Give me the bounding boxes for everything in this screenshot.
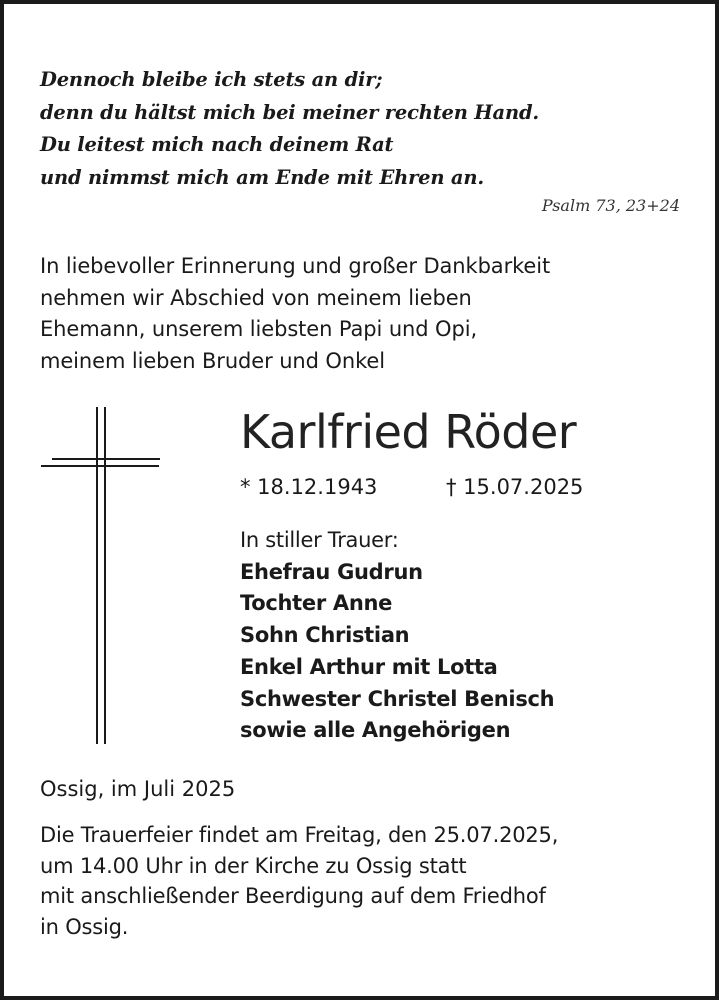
life-dates bbox=[240, 471, 583, 503]
verse-line: Dennoch bleibe ich stets an dir; bbox=[40, 68, 383, 91]
cross-horizontal-top bbox=[52, 458, 160, 460]
intro-line: In liebevoller Erinnerung und großer Dankbarkeit bbox=[40, 254, 551, 278]
mourner-name: Schwester Christel Benisch bbox=[240, 686, 555, 711]
bible-verse bbox=[40, 64, 680, 194]
place-date: Ossig, im Juli 2025 bbox=[40, 777, 236, 801]
birth-date: * 18.12.1943 bbox=[240, 475, 378, 499]
funeral-service-info bbox=[40, 820, 690, 942]
mourners-list bbox=[240, 525, 554, 747]
mourner-name: Tochter Anne bbox=[240, 591, 393, 616]
intro-text bbox=[40, 251, 690, 377]
mourner-name: Enkel Arthur mit Lotta bbox=[240, 654, 498, 679]
service-line: mit anschließender Beerdigung auf dem Friedhof bbox=[40, 884, 546, 908]
verse-line: Du leitest mich nach deinem Rat bbox=[40, 133, 394, 156]
verse-line: denn du hältst mich bei meiner rechten Hand. bbox=[40, 100, 539, 124]
cross-vertical-right bbox=[104, 407, 106, 744]
cross-icon bbox=[40, 407, 162, 747]
mourners-label: In stiller Trauer: bbox=[240, 528, 399, 552]
cross-horizontal-bottom bbox=[41, 465, 159, 467]
service-line: um 14.00 Uhr in der Kirche zu Ossig statt bbox=[40, 853, 467, 878]
verse-reference: Psalm 73, 23+24 bbox=[541, 196, 680, 215]
cross-vertical-left bbox=[96, 407, 98, 744]
mourner-name: Sohn Christian bbox=[240, 623, 410, 648]
intro-line: nehmen wir Abschied von meinem lieben bbox=[40, 285, 472, 310]
service-line: in Ossig. bbox=[40, 914, 129, 939]
deceased-name: Karlfried Röder bbox=[240, 405, 577, 459]
intro-line: Ehemann, unserem liebsten Papi und Opi, bbox=[40, 317, 478, 342]
service-line: Die Trauerfeier findet am Freitag, den 25.07.2025, bbox=[40, 823, 559, 847]
death-date: † 15.07.2025 bbox=[446, 475, 584, 499]
mourner-name: Ehefrau Gudrun bbox=[240, 559, 423, 584]
intro-line: meinem lieben Bruder und Onkel bbox=[40, 348, 385, 373]
mourner-name: sowie alle Angehörigen bbox=[240, 718, 511, 743]
verse-line: und nimmst mich am Ende mit Ehren an. bbox=[40, 165, 484, 189]
